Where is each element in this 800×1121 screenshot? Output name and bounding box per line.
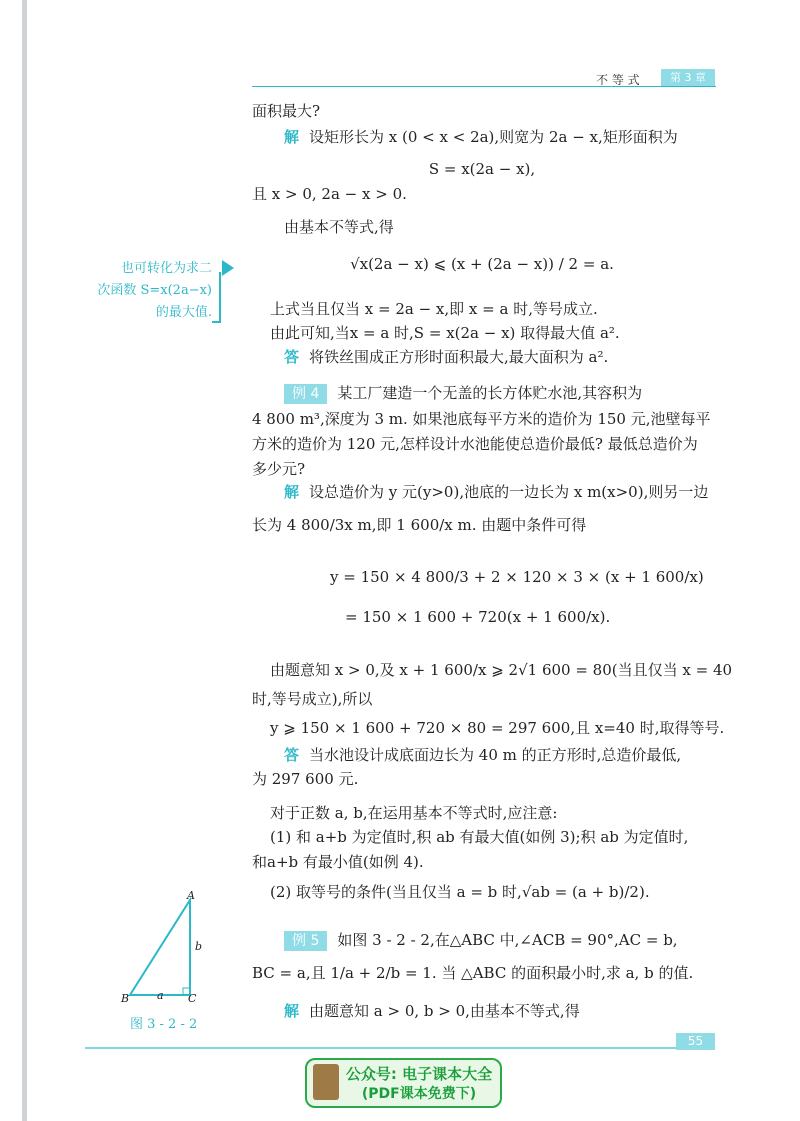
equation-cost-1: y = 150 × 4 800/3 + 2 × 120 × 3 × (x + 1 600/x) [330, 568, 704, 586]
side-note-line-2: 次函数 S=x(2a−x) [97, 283, 212, 298]
vertex-label-a: A [187, 889, 195, 902]
answer-line [284, 745, 681, 765]
solution-text: 由题意知 a > 0, b > 0,由基本不等式,得 [309, 1002, 580, 1020]
answer-line [284, 347, 608, 367]
page-frame-bar [22, 0, 27, 1121]
text-line: 由题意知 x > 0,及 x + 1 600/x ⩾ 2√1 600 = 80(当且仅当 x = 40 [270, 661, 733, 679]
watermark-line-2: (PDF课本免费下) [361, 1086, 477, 1102]
side-note-pointer-icon [222, 260, 234, 276]
text-line: BC = a,且 1/a + 2/b = 1. 当 △ABC 的面积最小时,求 a, b 的值. [252, 964, 694, 982]
text-line: 面积最大? [252, 102, 321, 120]
text-line: 由基本不等式,得 [284, 218, 394, 236]
text-line: 上式当且仅当 x = 2a − x,即 x = a 时,等号成立. [270, 300, 598, 318]
text-line: 为 297 600 元. [252, 770, 359, 788]
equation-cost-2: = 150 × 1 600 + 720(x + 1 600/x). [345, 608, 611, 626]
text-line: 且 x > 0, 2a − x > 0. [252, 185, 407, 203]
text-line: (1) 和 a+b 为定值时,积 ab 有最大值(如例 3);积 ab 为定值时, [270, 828, 689, 846]
book-icon [313, 1064, 339, 1100]
side-label-a: a [157, 989, 164, 1002]
example-4-label: 例 4 [284, 384, 327, 404]
triangle-abc [130, 900, 190, 995]
text-line: 多少元? [252, 460, 306, 478]
solution-keyword: 解 [284, 128, 300, 146]
example-5-line [284, 930, 678, 951]
solution-text: 设总造价为 y 元(y>0),池底的一边长为 x m(x>0),则另一边 [309, 483, 709, 501]
watermark-badge [305, 1058, 502, 1108]
page-number: 55 [676, 1033, 715, 1050]
solution-keyword: 解 [284, 483, 300, 501]
text-line: 对于正数 a, b,在运用基本不等式时,应注意: [270, 804, 558, 822]
text-line: 和a+b 有最小值(如例 4). [252, 853, 424, 871]
solution-line [284, 482, 708, 502]
equation-area: S = x(2a − x), [428, 160, 536, 178]
side-note-line-1: 也可转化为求二 [120, 261, 212, 276]
vertex-label-c: C [188, 992, 197, 1005]
answer-keyword: 答 [284, 746, 300, 764]
text-line: 长为 4 800/3x m,即 1 600/x m. 由题中条件可得 [252, 516, 587, 534]
side-note [80, 258, 212, 324]
figure-caption: 图 3 - 2 - 2 [130, 1017, 198, 1032]
answer-text: 将铁丝围成正方形时面积最大,最大面积为 a². [309, 348, 609, 366]
answer-text: 当水池设计成底面边长为 40 m 的正方形时,总造价最低, [309, 746, 682, 764]
side-label-b: b [195, 940, 203, 953]
header-rule [252, 86, 716, 87]
text-line: 4 800 m³,深度为 3 m. 如果池底每平方米的造价为 150 元,池壁每平 [252, 410, 711, 428]
example-5-label: 例 5 [284, 931, 327, 951]
vertex-label-b: B [121, 992, 130, 1005]
solution-line [284, 1001, 580, 1021]
text-line: 时,等号成立),所以 [252, 690, 373, 708]
side-note-bracket [212, 258, 234, 328]
footer-rule [85, 1047, 710, 1049]
text-line: (2) 取等号的条件(当且仅当 a = b 时,√ab = (a + b)/2). [270, 883, 650, 901]
example-4-text: 某工厂建造一个无盖的长方体贮水池,其容积为 [337, 384, 643, 402]
example-5-text: 如图 3 - 2 - 2,在△ABC 中,∠ACB = 90°,AC = b, [337, 931, 678, 949]
text-line: 方米的造价为 120 元,怎样设计水池能使总造价最低? 最低总造价为 [252, 435, 698, 453]
text-line: y ⩾ 150 × 1 600 + 720 × 80 = 297 600,且 x=40 时,取得等号. [270, 719, 725, 737]
solution-line [284, 127, 678, 147]
solution-text: 设矩形长为 x (0 < x < 2a),则宽为 2a − x,矩形面积为 [309, 128, 678, 146]
chapter-title: 不 等 式 [596, 73, 640, 87]
example-4-line [284, 383, 642, 404]
watermark-line-1: 公众号: 电子课本大全 [345, 1065, 493, 1083]
side-note-line-3: 的最大值. [155, 305, 212, 320]
solution-keyword: 解 [284, 1002, 300, 1020]
answer-keyword: 答 [284, 348, 300, 366]
chapter-number-tab: 第 3 章 [661, 69, 715, 86]
equation-inequality: √x(2a − x) ⩽ (x + (2a − x)) / 2 = a. [350, 255, 614, 273]
text-line: 由此可知,当x = a 时,S = x(2a − x) 取得最大值 a². [270, 324, 620, 342]
